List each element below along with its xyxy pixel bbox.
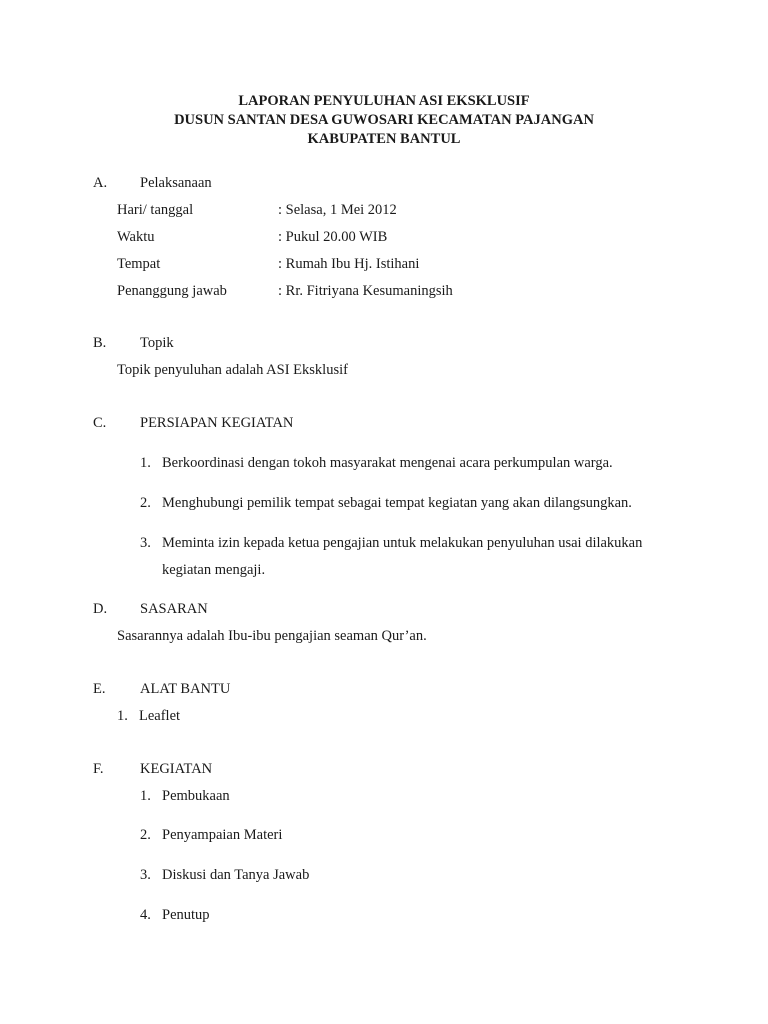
section-heading: SASARAN (140, 601, 208, 617)
list-item-text: Pembukaan (162, 788, 230, 804)
section-heading: Pelaksanaan (140, 175, 212, 191)
section-body: Sasarannya adalah Ibu-ibu pengajian seaman Qur’an. (117, 628, 427, 644)
field-label-hari-tanggal: Hari/ tanggal (117, 202, 194, 218)
section-letter: C. (93, 415, 107, 431)
list-item-text-continuation: kegiatan mengaji. (162, 562, 266, 578)
section-body: Topik penyuluhan adalah ASI Eksklusif (117, 362, 348, 378)
section-heading: Topik (140, 335, 174, 351)
section-letter: E. (93, 681, 106, 697)
document-title-line-2: DUSUN SANTAN DESA GUWOSARI KECAMATAN PAJANGAN (174, 112, 594, 128)
list-item-number: 1. (140, 788, 151, 804)
section-letter: A. (93, 175, 108, 191)
list-item-number: 1. (140, 455, 151, 471)
list-item-text: Penyampaian Materi (162, 827, 283, 843)
list-item-text: Penutup (162, 907, 210, 923)
list-item-text: Leaflet (139, 708, 181, 724)
field-label-waktu: Waktu (117, 229, 155, 245)
field-value-waktu: : Pukul 20.00 WIB (278, 229, 388, 245)
list-item-text: Menghubungi pemilik tempat sebagai tempat kegiatan yang akan dilangsungkan. (162, 495, 632, 511)
section-heading: PERSIAPAN KEGIATAN (140, 415, 294, 431)
document-title-line-3: KABUPATEN BANTUL (307, 131, 461, 147)
field-label-tempat: Tempat (117, 256, 161, 272)
section-letter: F. (93, 761, 104, 777)
list-item-number: 2. (140, 827, 151, 843)
field-value-penanggung-jawab: : Rr. Fitriyana Kesumaningsih (278, 283, 453, 299)
list-item-text: Diskusi dan Tanya Jawab (162, 867, 310, 883)
field-label-penanggung-jawab: Penanggung jawab (117, 283, 227, 299)
list-item-number: 2. (140, 495, 151, 511)
list-item-number: 3. (140, 535, 151, 551)
list-item-text: Meminta izin kepada ketua pengajian untuk melakukan penyuluhan usai dilakukan (162, 535, 643, 551)
list-item-text: Berkoordinasi dengan tokoh masyarakat mengenai acara perkumpulan warga. (162, 455, 613, 471)
field-value-tempat: : Rumah Ibu Hj. Istihani (278, 256, 420, 272)
section-heading: KEGIATAN (140, 761, 213, 777)
list-item-number: 4. (140, 907, 151, 923)
field-value-hari-tanggal: : Selasa, 1 Mei 2012 (278, 202, 397, 218)
list-item-number: 1. (117, 708, 128, 724)
list-item-number: 3. (140, 867, 151, 883)
section-letter: D. (93, 601, 108, 617)
section-letter: B. (93, 335, 107, 351)
section-heading: ALAT BANTU (140, 681, 231, 697)
document-title-line-1: LAPORAN PENYULUHAN ASI EKSKLUSIF (238, 93, 530, 109)
